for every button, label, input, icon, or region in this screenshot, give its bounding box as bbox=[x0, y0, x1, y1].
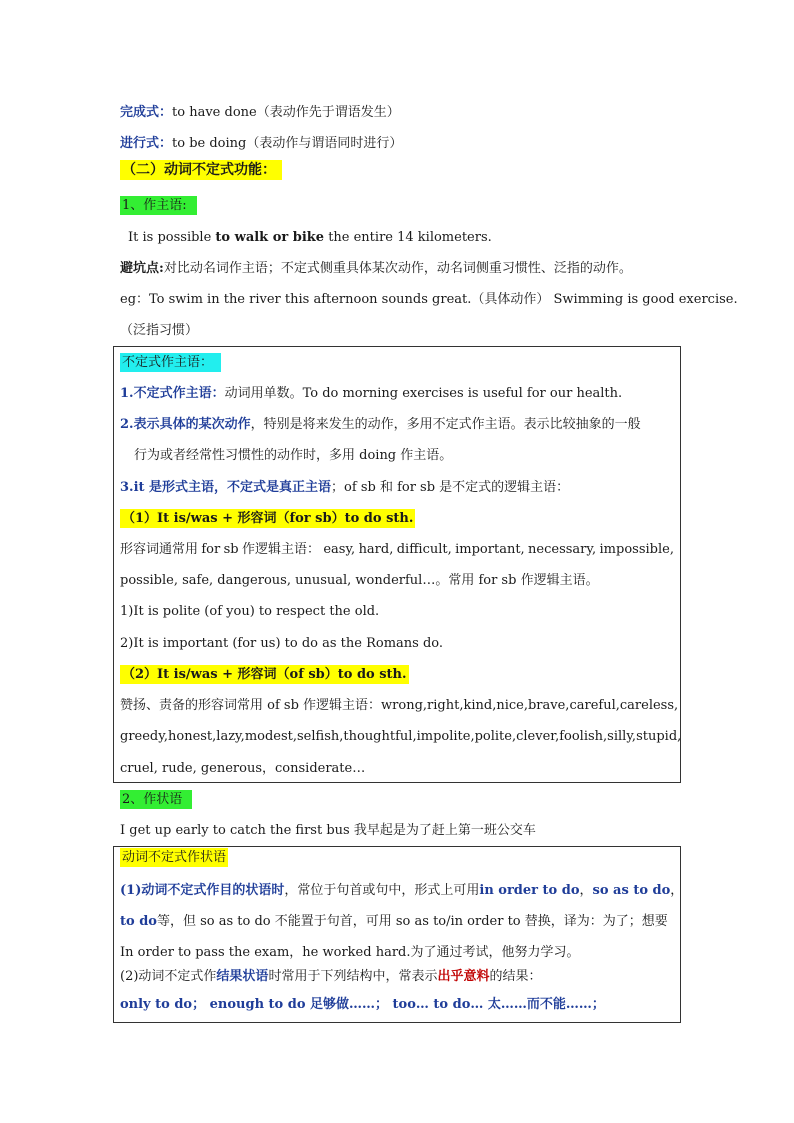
adverbial-example bbox=[120, 822, 536, 840]
box2-heading bbox=[120, 849, 228, 867]
box2-rule1-bold1: in order to do bbox=[479, 883, 580, 898]
tip-label: 避坑点: bbox=[120, 261, 164, 276]
rule2-label: 2.表示具体的某次动作 bbox=[120, 417, 251, 432]
perfect-label: 完成式： bbox=[120, 105, 173, 120]
subject-eg-2 bbox=[120, 322, 198, 340]
rule1-label: 1.不定式作主语： bbox=[120, 386, 225, 401]
pattern2-text: （2）It is/was + 形容词（of sb）to do sth. bbox=[122, 667, 407, 682]
example1-text: 1)It is polite (of you) to respect the old. bbox=[120, 604, 380, 619]
box2-rule1-label: (1)动词不定式作目的状语时 bbox=[120, 883, 285, 898]
perfect-text: to have done（表动作先于谓语发生） bbox=[172, 105, 400, 120]
word: polite, bbox=[474, 729, 517, 744]
subject-example-before: It is possible bbox=[128, 230, 216, 245]
rule2-text: ，特别是将来发生的动作，多用不定式作主语。表示比较抽象的一般 bbox=[250, 417, 641, 432]
box1-heading-text: 不定式作主语： bbox=[120, 353, 221, 372]
pattern1-desc-2-text: possible, safe, dangerous, unusual, wonderful…。常用 for sb 作逻辑主语。 bbox=[120, 573, 599, 588]
subject-example-after: the entire 14 kilometers. bbox=[324, 230, 492, 245]
word: 形容词通常用 bbox=[120, 542, 199, 557]
box2-patterns-text: only to do； enough to do 足够做……； too… to do… 太……而不能……； bbox=[120, 997, 605, 1012]
word: clever, bbox=[516, 729, 560, 744]
word: brave, bbox=[527, 698, 570, 713]
word: foolish, bbox=[559, 729, 608, 744]
rule1-text: 动词用单数。To do morning exercises is useful for our health. bbox=[224, 386, 623, 401]
word: greedy, bbox=[120, 729, 168, 744]
word: nice, bbox=[496, 698, 528, 713]
box2-rule1 bbox=[120, 882, 683, 900]
rule2-text-2: 行为或者经常性习惯性的动作时，多用 doing 作主语。 bbox=[134, 448, 453, 463]
pattern1 bbox=[120, 510, 415, 528]
subject-eg bbox=[120, 291, 738, 309]
rule3-label: 3.it 是形式主语，不定式是真正主语 bbox=[120, 480, 332, 495]
word: 赞扬、责备的形容词常用 of sb 作逻辑主语： bbox=[120, 698, 382, 713]
adverbial-title-text: 2、作状语 bbox=[120, 790, 192, 809]
intro-perfect bbox=[120, 104, 400, 122]
example2-text: 2)It is important (for us) to do as the Romans do. bbox=[120, 636, 444, 651]
word: right, bbox=[427, 698, 464, 713]
word: important, bbox=[455, 542, 525, 557]
word: difficult, bbox=[396, 542, 452, 557]
eg-text: eg：To swim in the river this afternoon sounds great.（具体动作） Swimming is good exercise. bbox=[120, 292, 738, 307]
section2-title-text: （二）动词不定式功能： bbox=[120, 160, 282, 180]
word: thoughtful, bbox=[343, 729, 417, 744]
word: modest, bbox=[244, 729, 298, 744]
adverbial-example-text: I get up early to catch the first bus 我早起是为了赶上第一班公交车 bbox=[120, 823, 536, 838]
box2-patterns bbox=[120, 996, 605, 1014]
tip-text: 对比动名词作主语；不定式侧重具体某次动作，动名词侧重习惯性、泛指的动作。 bbox=[163, 261, 632, 276]
word: impossible, bbox=[599, 542, 674, 557]
box2-rule1-end: ， bbox=[670, 883, 684, 898]
box2-rule2-pre: (2)动词不定式作 bbox=[120, 969, 217, 984]
example2 bbox=[120, 635, 443, 653]
word: 作逻辑主语： bbox=[241, 542, 320, 557]
box2-rule2 bbox=[120, 968, 541, 986]
box2-heading-text: 动词不定式作状语 bbox=[122, 850, 227, 865]
subject-rules-box bbox=[113, 346, 681, 783]
box1-rule2 bbox=[120, 416, 641, 434]
box2-rule2-bold2: 出乎意料 bbox=[437, 969, 490, 984]
rule3-text: ；of sb 和 for sb 是不定式的逻辑主语： bbox=[331, 480, 570, 495]
word: stupid, bbox=[636, 729, 682, 744]
word: honest, bbox=[168, 729, 217, 744]
box2-example bbox=[120, 944, 579, 962]
box1-heading bbox=[120, 354, 221, 372]
word: silly, bbox=[607, 729, 637, 744]
word: sb bbox=[223, 542, 239, 557]
box2-rule2-end: 的结果： bbox=[489, 969, 542, 984]
box2-rule1-text: ，常位于句首或句中，形式上可用 bbox=[284, 883, 480, 898]
pattern1-desc bbox=[120, 541, 674, 559]
subject-tip bbox=[120, 260, 632, 278]
word: impolite, bbox=[416, 729, 475, 744]
box2-rule1-sep: ， bbox=[579, 883, 593, 898]
progressive-label: 进行式： bbox=[120, 136, 173, 151]
box2-rule1-cont bbox=[120, 913, 668, 931]
box2-rule1-bold2: so as to do bbox=[592, 883, 671, 898]
box2-rule1b-text: 等，但 so as to do 不能置于句首，可用 so as to/in order to 替换，译为：为了；想要 bbox=[156, 914, 668, 929]
subject-example-bold: to walk or bike bbox=[215, 230, 325, 245]
eg-text-2: （泛指习惯） bbox=[120, 323, 199, 338]
word: wrong, bbox=[381, 698, 428, 713]
pattern2-desc-2 bbox=[120, 728, 682, 746]
box2-rule2-bold: 结果状语 bbox=[216, 969, 269, 984]
word: necessary, bbox=[528, 542, 597, 557]
pattern2-desc-3-text: cruel, rude, generous，considerate… bbox=[120, 761, 366, 776]
pattern2 bbox=[120, 666, 409, 684]
word: for bbox=[201, 542, 221, 557]
section2-title bbox=[120, 161, 282, 180]
box2-rule1b-bold: to do bbox=[120, 914, 157, 929]
subject-title bbox=[120, 197, 197, 215]
subject-example bbox=[128, 229, 492, 247]
word: easy, bbox=[323, 542, 356, 557]
word: kind, bbox=[463, 698, 497, 713]
adverbial-title bbox=[120, 791, 192, 809]
intro-progressive bbox=[120, 135, 402, 153]
pattern2-desc bbox=[120, 697, 679, 715]
pattern1-desc-2 bbox=[120, 572, 599, 590]
box1-rule2-cont bbox=[134, 447, 452, 465]
box1-rule1 bbox=[120, 385, 622, 403]
pattern2-desc-3 bbox=[120, 760, 365, 778]
pattern1-text: （1）It is/was + 形容词（for sb）to do sth. bbox=[122, 511, 414, 526]
progressive-text: to be doing（表动作与谓语同时进行） bbox=[172, 136, 403, 151]
word: careless, bbox=[619, 698, 679, 713]
word: lazy, bbox=[216, 729, 245, 744]
box1-rule3 bbox=[120, 479, 569, 497]
box2-example-text: In order to pass the exam，he worked hard.为了通过考试，他努力学习。 bbox=[120, 945, 580, 960]
example1 bbox=[120, 603, 379, 621]
subject-title-text: 1、作主语: bbox=[120, 196, 197, 215]
word: hard, bbox=[358, 542, 394, 557]
box2-rule2-mid: 时常用于下列结构中，常表示 bbox=[268, 969, 438, 984]
word: selfish, bbox=[297, 729, 344, 744]
word: careful, bbox=[569, 698, 620, 713]
